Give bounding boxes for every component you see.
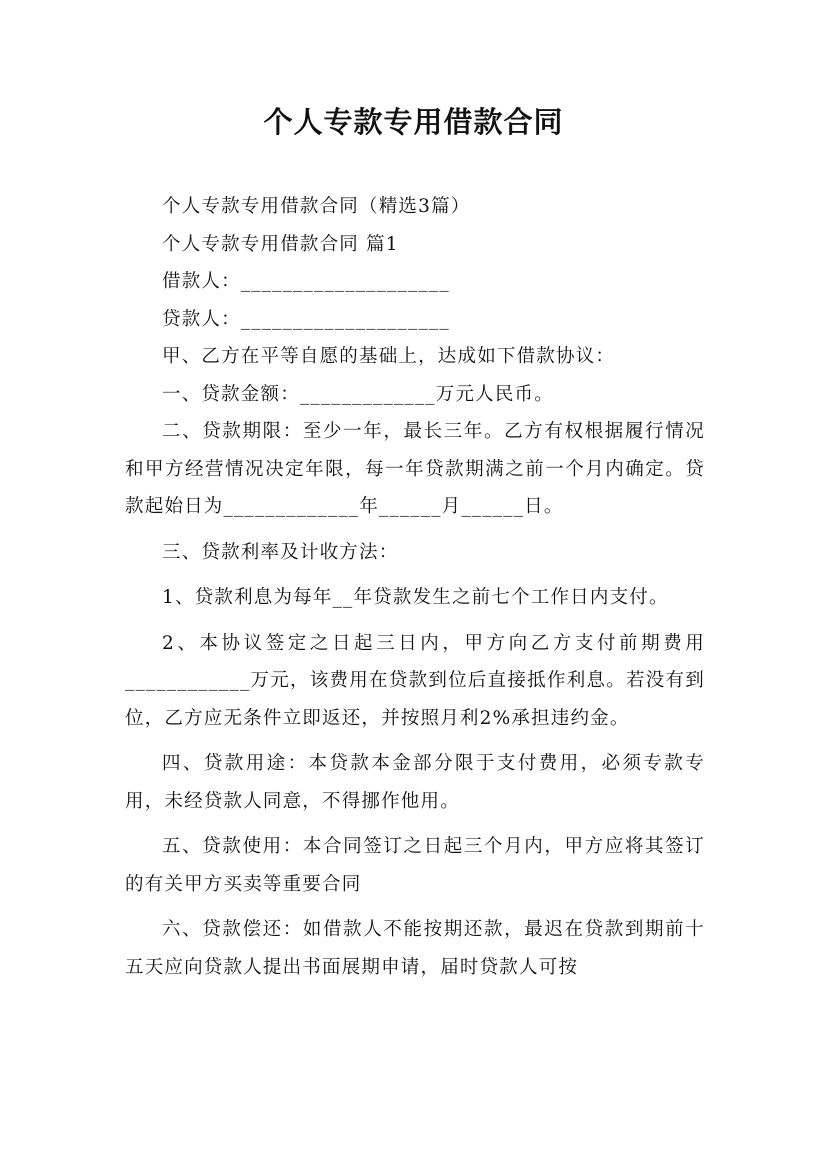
clause-3: 三、贷款利率及计收方法：: [162, 541, 399, 563]
document-subtitle: 个人专款专用借款合同（精选3篇）: [162, 196, 471, 217]
clause-3-2: 2、本协议签定之日起三日内，甲方向乙方支付前期费用____________万元，该费用在贷款到位后直接抵作利息。若没有到位，乙方应无条件立即返还，并按照月利2%承担违约金。: [125, 632, 705, 729]
lender-field: 贷款人：____________________: [162, 308, 450, 330]
clause-5: 五、贷款使用：本合同签订之日起三个月内，甲方应将其签订的有关甲方买卖等重要合同: [125, 836, 705, 895]
clause-2: 二、贷款期限：至少一年，最长三年。乙方有权根据履行情况和甲方经营情况决定年限，每一年贷款期满之前一个月内确定。贷款起始日为_____________年______月______日。: [125, 421, 705, 517]
document-title: 个人专款专用借款合同: [263, 105, 564, 139]
borrower-field: 借款人：____________________: [162, 271, 450, 292]
document-body: [125, 188, 705, 986]
clause-1: 一、贷款金额：_____________万元人民币。: [162, 383, 554, 405]
clause-3-1: 1、贷款利息为每年__年贷款发生之前七个工作日内支付。: [162, 587, 669, 608]
clause-6: 六、贷款偿还：如借款人不能按期还款，最迟在贷款到期前十五天应向贷款人提出书面展期申请，届时贷款人可按: [125, 919, 705, 978]
clause-4: 四、贷款用途：本贷款本金部分限于支付费用，必须专款专用，未经贷款人同意，不得挪作他用。: [125, 753, 705, 812]
preamble: 甲、乙方在平等自愿的基础上，达成如下借款协议：: [162, 346, 616, 367]
section-title: 个人专款专用借款合同 篇1: [162, 233, 399, 255]
